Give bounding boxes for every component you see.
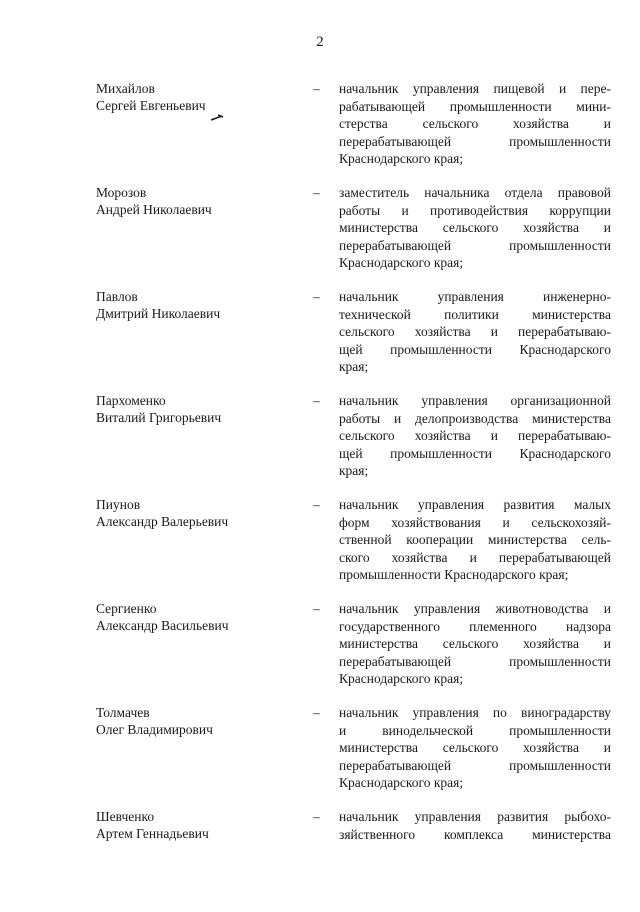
position-line: перерабатывающей промышленности [339, 653, 611, 669]
position-line: перерабатывающей промышленности [339, 237, 611, 253]
position-line: сельского хозяйства и перерабатываю- [339, 428, 611, 443]
member-surname: Михайлов [96, 81, 155, 96]
member-given-names: Виталий Григорьевич [96, 410, 222, 425]
member-given-names: Сергей Евгеньевич [96, 98, 206, 113]
position-line: технической политики министерства [339, 306, 611, 322]
member-given-names: Андрей Николаевич [96, 202, 212, 217]
position-line: работы и противодействия коррупции [339, 202, 611, 218]
position-line: сельского хозяйства и перерабатываю- [339, 324, 611, 339]
position-line: края; [339, 463, 369, 478]
member-surname: Павлов [96, 289, 138, 304]
list-item [0, 184, 640, 288]
position-line: начальник управления развития рыбохо- [339, 809, 611, 824]
position-line: начальник управления по виноградарству [339, 705, 611, 720]
position-line: стерства сельского хозяйства и [339, 116, 611, 131]
separator-dash: – [313, 497, 320, 512]
member-list [0, 80, 640, 912]
position-line: щей промышленности Краснодарского [339, 445, 611, 461]
member-position [339, 600, 611, 688]
position-line: Краснодарского края; [339, 255, 464, 270]
member-given-names: Дмитрий Николаевич [96, 306, 221, 321]
member-surname: Морозов [96, 185, 147, 200]
position-line: форм хозяйствования и сельскохозяй- [339, 514, 611, 530]
position-line: заместитель начальника отдела правовой [339, 185, 611, 200]
separator-dash: – [313, 601, 320, 616]
member-name [96, 184, 296, 218]
member-given-names: Александр Васильевич [96, 618, 229, 633]
list-item [0, 80, 640, 184]
position-line: перерабатывающей промышленности [339, 133, 611, 149]
separator-dash: – [313, 393, 320, 408]
member-given-names: Александр Валерьевич [96, 514, 229, 529]
list-item [0, 288, 640, 392]
position-line: перерабатывающей промышленности [339, 757, 611, 773]
separator-dash: – [313, 705, 320, 720]
member-name [96, 496, 296, 530]
member-surname: Шевченко [96, 809, 155, 824]
position-line: промышленности Краснодарского края; [339, 567, 569, 582]
member-position [339, 80, 611, 168]
position-line: начальник управления пищевой и пере- [339, 81, 611, 96]
position-line: щей промышленности Краснодарского [339, 341, 611, 357]
position-line: министерства сельского хозяйства и [339, 636, 611, 651]
separator-dash: – [313, 809, 320, 824]
list-item [0, 496, 640, 600]
member-given-names: Олег Владимирович [96, 722, 213, 737]
position-line: края; [339, 359, 369, 374]
member-position [339, 808, 611, 843]
list-item [0, 392, 640, 496]
position-line: начальник управления развития малых [339, 497, 611, 512]
member-position [339, 288, 611, 376]
position-line: ственной кооперации министерства сель- [339, 532, 611, 547]
member-position [339, 184, 611, 272]
position-line: рабатывающей промышленности мини- [339, 98, 611, 114]
position-line: начальник управления организационной [339, 393, 611, 408]
member-name [96, 288, 296, 322]
position-line: министерства сельского хозяйства и [339, 740, 611, 755]
list-item [0, 704, 640, 808]
page-number: 2 [316, 34, 324, 50]
member-name [96, 392, 296, 426]
position-line: и винодельческой промышленности [339, 722, 611, 738]
position-line: Краснодарского края; [339, 671, 464, 686]
separator-dash: – [313, 81, 320, 96]
position-line: Краснодарского края; [339, 151, 464, 166]
member-name [96, 80, 296, 114]
member-surname: Пархоменко [96, 393, 166, 408]
member-surname: Толмачев [96, 705, 150, 720]
member-position [339, 704, 611, 792]
separator-dash: – [313, 289, 320, 304]
list-item [0, 600, 640, 704]
position-line: начальник управления инженерно- [339, 289, 611, 304]
member-position [339, 392, 611, 480]
position-line: работы и делопроизводства министерства [339, 410, 611, 426]
member-surname: Сергиенко [96, 601, 157, 616]
member-name [96, 704, 296, 738]
member-name [96, 600, 296, 634]
member-given-names: Артем Геннадьевич [96, 826, 209, 841]
position-line: начальник управления животноводства и [339, 601, 611, 616]
list-item [0, 808, 640, 912]
member-position [339, 496, 611, 584]
separator-dash: – [313, 185, 320, 200]
position-line: зяйственного комплекса министерства [339, 826, 611, 842]
member-surname: Пиунов [96, 497, 141, 512]
member-name [96, 808, 296, 842]
position-line: ского хозяйства и перерабатывающей [339, 549, 611, 565]
position-line: министерства сельского хозяйства и [339, 220, 611, 235]
position-line: Краснодарского края; [339, 775, 464, 790]
position-line: государственного племенного надзора [339, 618, 611, 634]
